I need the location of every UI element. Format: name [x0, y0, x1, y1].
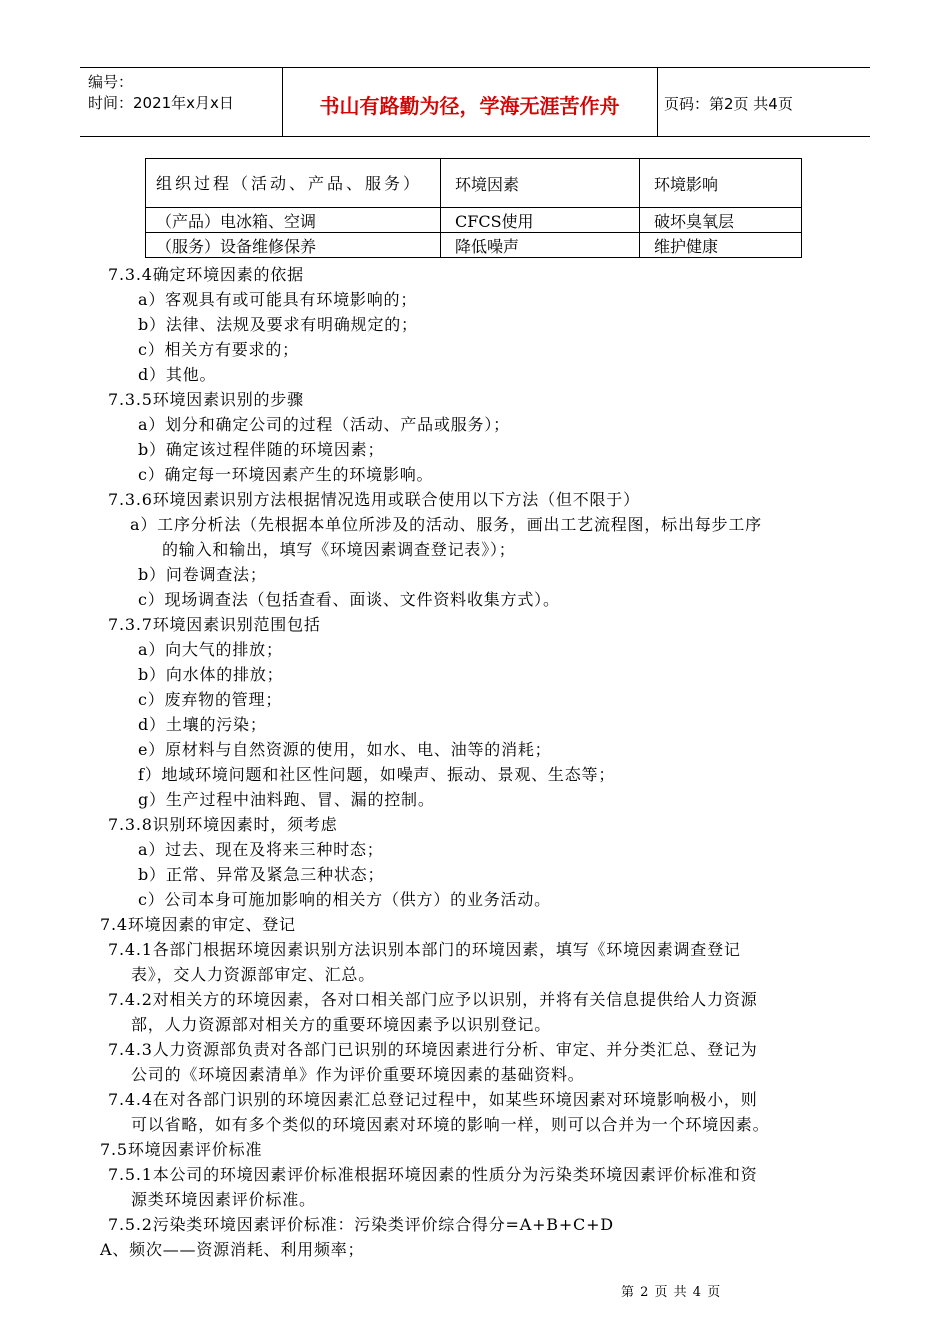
list-item: c）废弃物的管理；: [138, 690, 283, 709]
document-number-label: 编号：: [88, 73, 134, 91]
paragraph-line: 7.4.1各部门根据环境因素识别方法识别本部门的环境因素，填写《环境因素调查登记: [108, 940, 741, 959]
paragraph-line: A、频次——资源消耗、利用频率；: [100, 1240, 365, 1259]
paragraph-line: 7.5.2污染类环境因素评价标准：污染类评价综合得分=A+B+C+D: [108, 1215, 614, 1234]
list-item: b）向水体的排放；: [138, 665, 284, 684]
table-cell: （产品）电冰箱、空调: [146, 208, 441, 233]
list-item: a）过去、现在及将来三种时态；: [138, 840, 384, 859]
header-meta: [88, 72, 234, 114]
paragraph-line: 可以省略，如有多个类似的环境因素对环境的影响一样，则可以合并为一个环境因素。: [131, 1115, 770, 1134]
list-item-continuation: 的输入和输出，填写《环境因素调查登记表》）；: [162, 540, 516, 559]
section-heading: 7.3.8识别环境因素时，须考虑: [108, 815, 338, 834]
list-item: a）向大气的排放；: [138, 640, 283, 659]
page-footer: 第 2 页 共 4 页: [621, 1285, 722, 1300]
list-item: a）客观具有或可能具有环境影响的；: [138, 290, 418, 309]
section-heading: 7.3.7环境因素识别范围包括: [108, 615, 321, 634]
section-heading: 7.5环境因素评价标准: [100, 1140, 263, 1159]
table-row: [146, 233, 802, 258]
table-header-cell: 组织过程（活动、产品、服务）: [146, 159, 441, 208]
paragraph-line: 公司的《环境因素清单》作为评价重要环境因素的基础资料。: [131, 1065, 585, 1084]
page-header: [80, 67, 870, 137]
paragraph-line: 7.4.2对相关方的环境因素，各对口相关部门应予以识别，并将有关信息提供给人力资源: [108, 990, 758, 1009]
list-item: c）公司本身可施加影响的相关方（供方）的业务活动。: [138, 890, 551, 909]
environment-factor-table: [145, 158, 802, 258]
paragraph-line: 7.5.1本公司的环境因素评价标准根据环境因素的性质分为污染类环境因素评价标准和资: [108, 1165, 758, 1184]
section-heading: 7.4环境因素的审定、登记: [100, 915, 296, 934]
paragraph-line: 表》，交人力资源部审定、汇总。: [131, 965, 376, 984]
list-item: g）生产过程中油料跑、冒、漏的控制。: [138, 790, 435, 809]
list-item: b）法律、法规及要求有明确规定的；: [138, 315, 418, 334]
section-heading: 7.3.4确定环境因素的依据: [108, 265, 304, 284]
table-row: [146, 208, 802, 233]
list-item: f）地域环境问题和社区性问题，如噪声、振动、景观、生态等；: [138, 765, 616, 784]
paragraph-line: 7.4.3人力资源部负责对各部门已识别的环境因素进行分析、审定、并分类汇总、登记为: [108, 1040, 758, 1059]
paragraph-line: 部，人力资源部对相关方的重要环境因素予以识别登记。: [131, 1015, 552, 1034]
table-header-cell: 环境影响: [640, 159, 802, 208]
list-item: b）问卷调查法；: [138, 565, 267, 584]
header-divider: [657, 68, 658, 136]
document-date: 时间：2021年x月x日: [88, 94, 234, 112]
section-heading: 7.3.5环境因素识别的步骤: [108, 390, 304, 409]
paragraph-line: 源类环境因素评价标准。: [131, 1190, 316, 1209]
list-item: b）确定该过程伴随的环境因素；: [138, 440, 385, 459]
section-heading: 7.3.6环境因素识别方法根据情况选用或联合使用以下方法（但不限于）: [108, 490, 640, 509]
list-item: a）划分和确定公司的过程（活动、产品或服务）；: [138, 415, 510, 434]
table-cell: （服务）设备维修保养: [146, 233, 441, 258]
list-item: d）土壤的污染；: [138, 715, 267, 734]
list-item: b）正常、异常及紧急三种状态；: [138, 865, 385, 884]
table-header-cell: 环境因素: [441, 159, 640, 208]
list-item: c）现场调查法（包括查看、面谈、文件资料收集方式）。: [138, 590, 560, 609]
list-item: c）确定每一环境因素产生的环境影响。: [138, 465, 434, 484]
table-cell: 降低噪声: [441, 233, 640, 258]
list-item: a）工序分析法（先根据本单位所涉及的活动、服务，画出工艺流程图，标出每步工序: [130, 515, 762, 534]
table-header-row: [146, 159, 802, 208]
table-cell: 破坏臭氧层: [640, 208, 802, 233]
list-item: d）其他。: [138, 365, 217, 384]
list-item: c）相关方有要求的；: [138, 340, 299, 359]
table-cell: 维护健康: [640, 233, 802, 258]
header-motto: 书山有路勤为径，学海无涯苦作舟: [319, 94, 620, 118]
header-page-info: 页码：第2页 共4页: [664, 95, 793, 113]
table-cell: CFCS使用: [441, 208, 640, 233]
paragraph-line: 7.4.4在对各部门识别的环境因素汇总登记过程中，如某些环境因素对环境影响极小，则: [108, 1090, 758, 1109]
list-item: e）原材料与自然资源的使用，如水、电、油等的消耗；: [138, 740, 552, 759]
